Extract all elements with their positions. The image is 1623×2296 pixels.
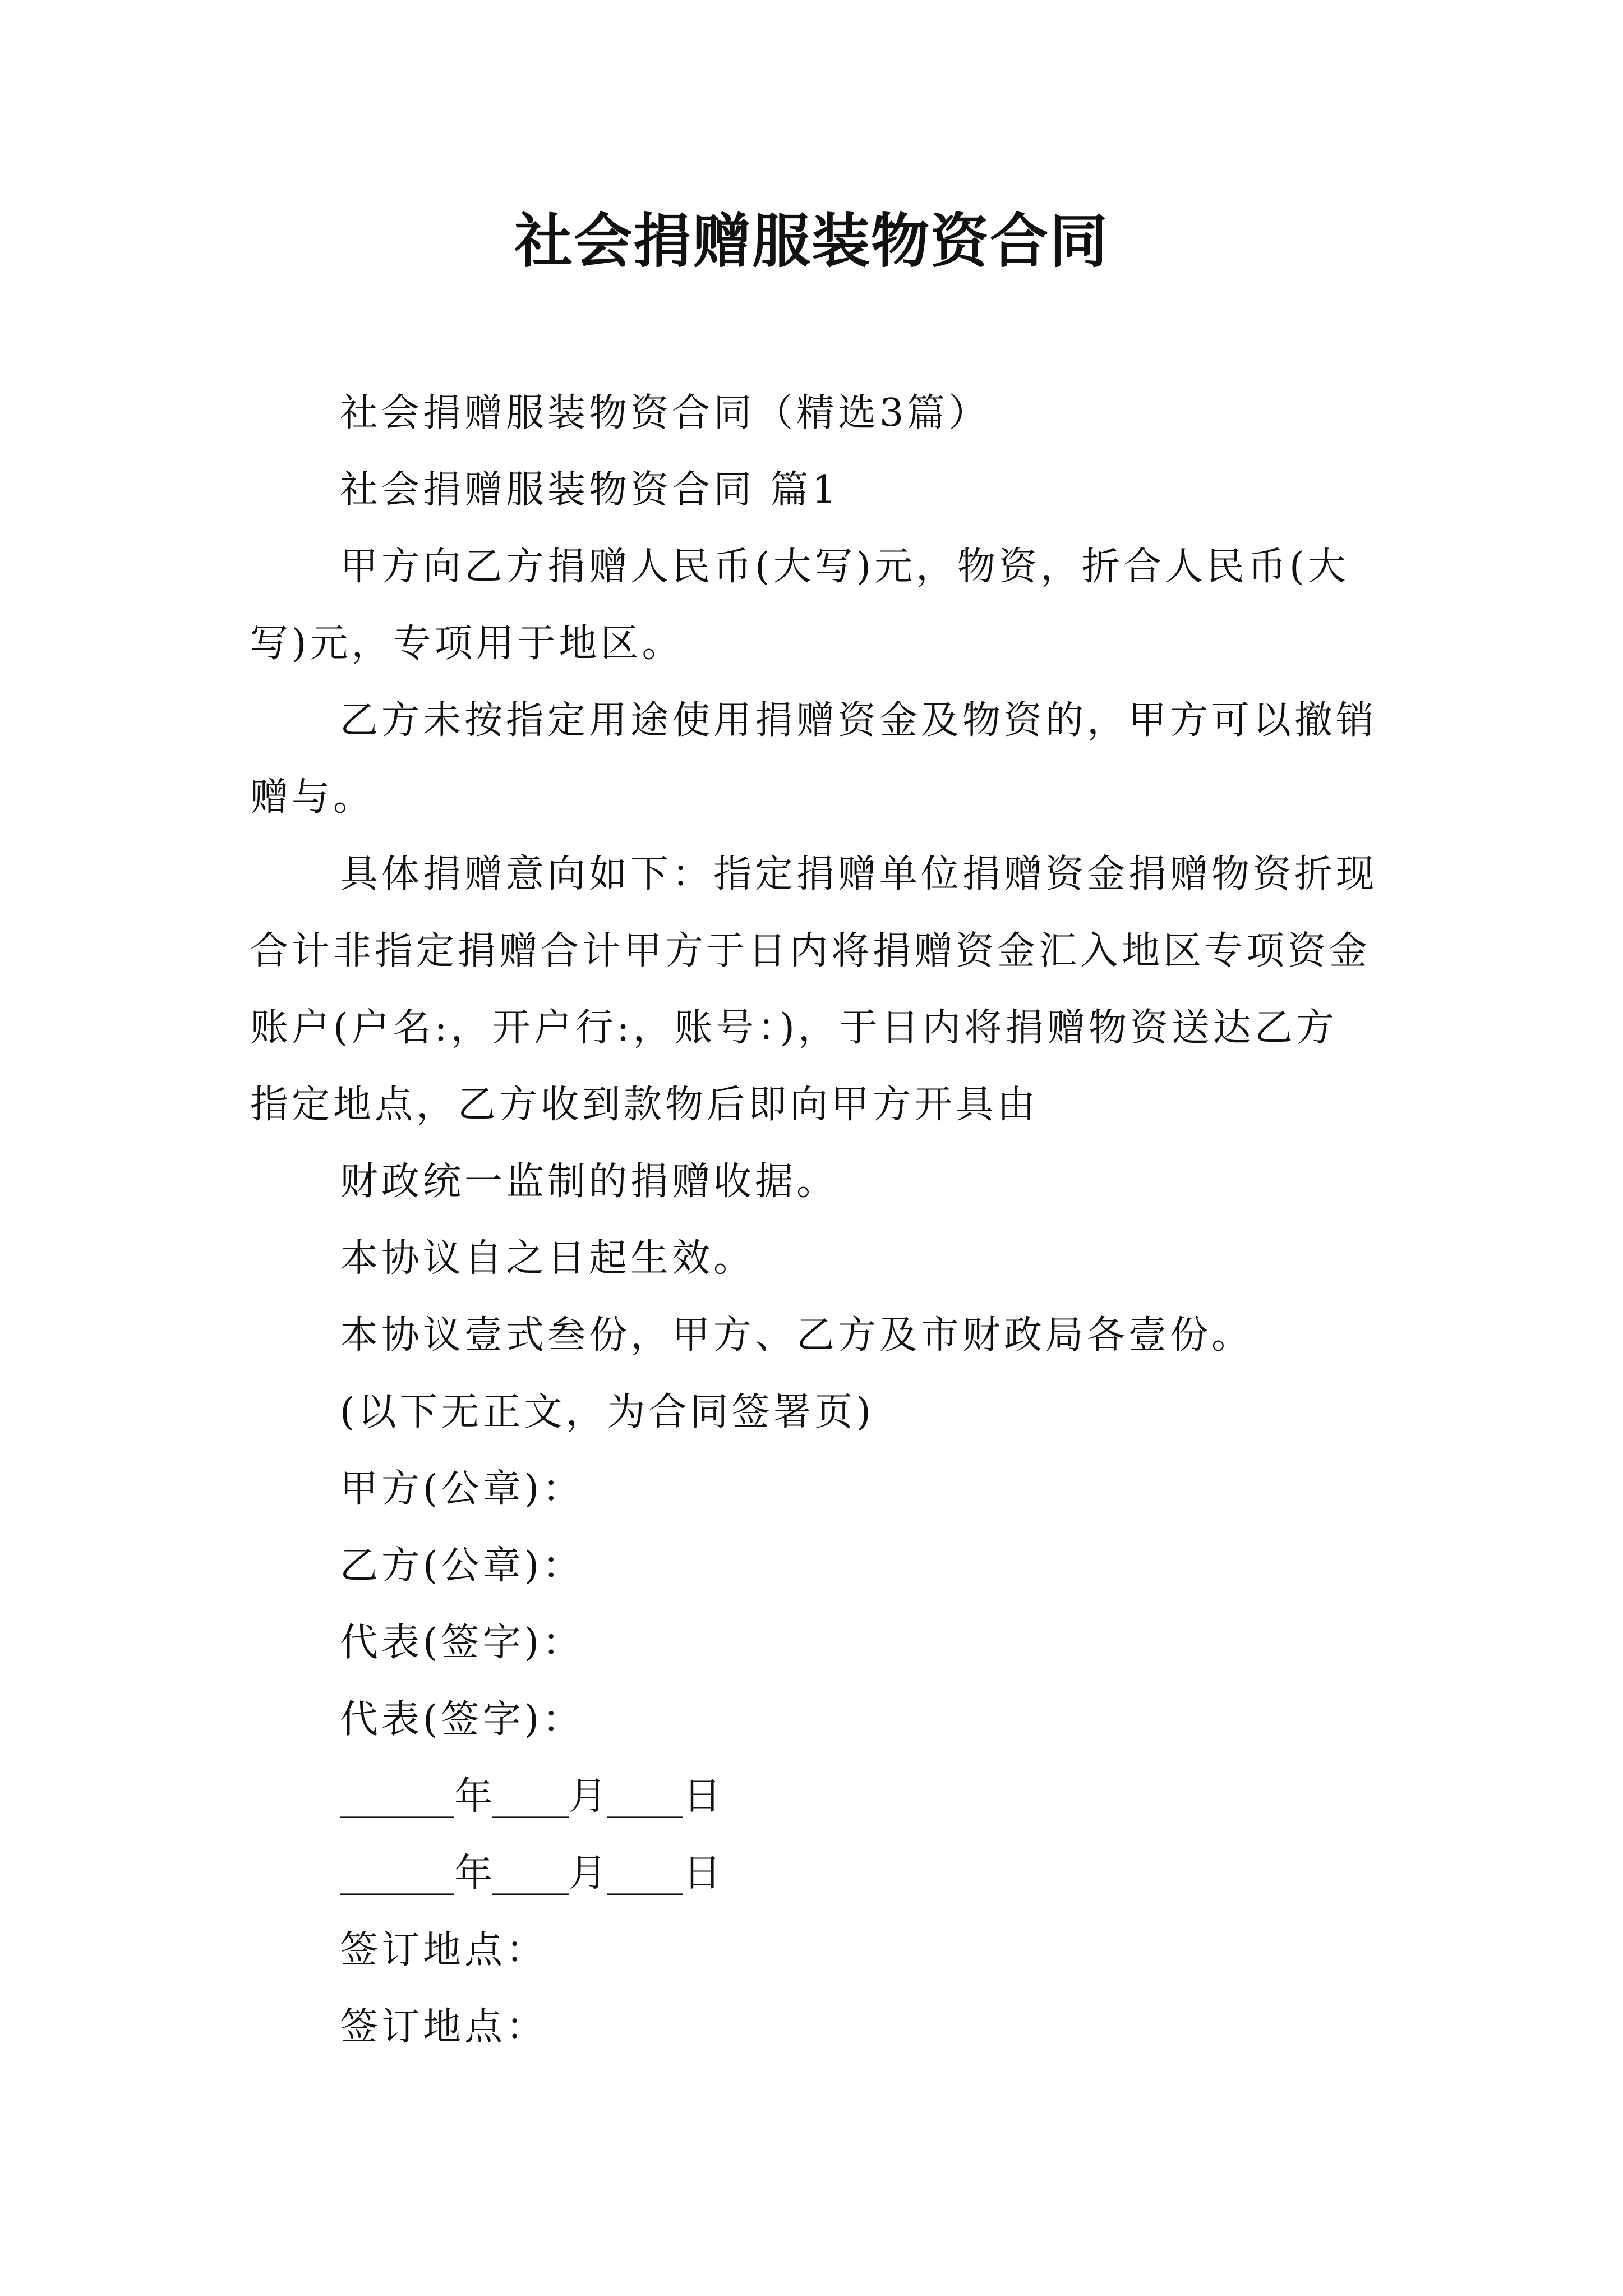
party-b-seal-line: 乙方(公章)： bbox=[340, 1544, 584, 1588]
paragraph-subtitle: 社会捐赠服装物资合同（精选3篇） bbox=[340, 391, 990, 435]
paragraph-receipt: 财政统一监制的捐赠收据。 bbox=[340, 1159, 838, 1204]
paragraph-donation-details: 具体捐赠意向如下：指定捐赠单位捐赠资金捐赠物资折现合计非指定捐赠合计甲方于日内将捐赠资金汇入地区专项资金账户(户名:，开户行:，账号：)，于日内将捐赠物资送达乙方指定地点，乙方收到款物后即向甲方开具由 bbox=[250, 852, 1378, 1127]
representative-signature-line: 代表(签字)： bbox=[340, 1621, 584, 1665]
party-a-seal-line: 甲方(公章)： bbox=[340, 1467, 584, 1511]
paragraph-copies: 本协议壹式叁份，甲方、乙方及市财政局各壹份。 bbox=[340, 1313, 1253, 1358]
paragraph-donation-amount: 甲方向乙方捐赠人民币(大写)元，物资，折合人民币(大写)元，专项用于地区。 bbox=[250, 545, 1349, 666]
date-line: ______年____月____日 bbox=[340, 1774, 722, 1819]
document-title: 社会捐赠服装物资合同 bbox=[514, 206, 1109, 275]
paragraph-section-heading: 社会捐赠服装物资合同 篇1 bbox=[340, 468, 840, 512]
signing-place-line: 签订地点： bbox=[340, 2005, 548, 2049]
signing-place-line: 签订地点： bbox=[340, 1928, 548, 1972]
paragraph-effective-date: 本协议自之日起生效。 bbox=[340, 1236, 755, 1281]
paragraph-no-text-note: (以下无正文，为合同签署页) bbox=[340, 1390, 875, 1434]
representative-signature-line: 代表(签字)： bbox=[340, 1697, 584, 1742]
paragraph-revocation: 乙方未按指定用途使用捐赠资金及物资的，甲方可以撤销赠与。 bbox=[250, 698, 1378, 820]
date-line: ______年____月____日 bbox=[340, 1851, 722, 1895]
document-body bbox=[250, 375, 1377, 2065]
